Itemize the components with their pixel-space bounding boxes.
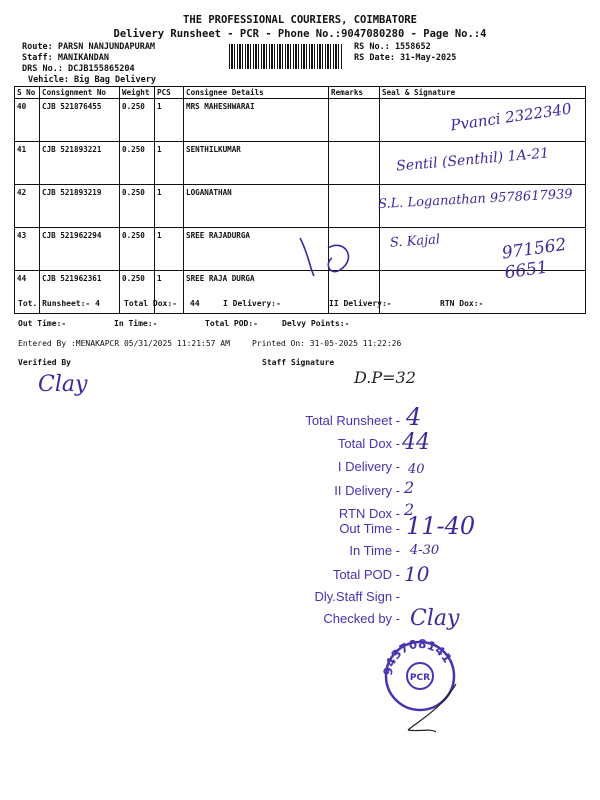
printed-on: Printed On: 31-05-2025 11:22:26 [252,339,402,348]
stamp-total-runsheet: Total Runsheet - [305,413,400,428]
cell-pcs: 1 [155,185,184,228]
total-dox-value: 44 [190,299,200,308]
stamp-ii-delivery: II Delivery - [334,483,400,498]
cell-weight: 0.250 [120,99,155,142]
cell-pcs: 1 [155,142,184,185]
staff-signature: Staff Signature [262,358,335,367]
val-rtn-dox: 2 [404,500,415,519]
total-pod: Total POD:- [205,319,258,328]
cell-remarks [329,142,380,185]
barcode [229,44,343,69]
cell-weight: 0.250 [120,228,155,271]
cell-consignment: CJB 521962361 [40,271,120,314]
i-delivery: I Delivery:- [223,299,281,308]
cell-consignee: SREE RAJADURGA [184,228,329,271]
cell-weight: 0.250 [120,271,155,314]
cell-consignee: SREE RAJA DURGA [184,271,329,314]
staff: Staff: MANIKANDAN [22,53,109,63]
entered-by: Entered By :MENAKAPCR 05/31/2025 11:21:57 AM [18,339,230,348]
col-pcs: PCS [155,87,184,99]
stamp-rtn-dox: RTN Dox - [338,506,400,521]
col-sno: S No [15,87,40,99]
stamp-checked-by: Checked by - [323,611,400,626]
cell-pcs: 1 [155,228,184,271]
handwriting-row43: S. Kajal [389,232,441,251]
seal-signature [400,680,460,735]
val-total-pod: 10 [404,562,430,586]
verified-by: Verified By [18,358,71,367]
cell-sno: 44 [15,271,40,314]
val-in-time: 4-30 [410,543,440,558]
table-header-row [15,87,586,99]
cell-consignee: SENTHILKUMAR [184,142,329,185]
drs-number: DRS No.: DCJB155865204 [22,64,135,74]
val-i-delivery: 40 [408,462,425,477]
out-time: Out Time:- [18,319,67,328]
verified-signature: Clay [38,372,88,397]
total-dox-label: Total Dox:- [124,299,177,308]
rs-number: RS No.: 1558652 [354,42,431,52]
val-ii-delivery: 2 [404,478,415,497]
delvy-points: Delvy Points:- [282,319,350,328]
cell-consignee: MRS MAHESHWARAI [184,99,329,142]
val-total-dox: 44 [402,430,430,455]
ii-delivery: II Delivery:- [329,299,392,308]
dp-note: D.P=32 [354,368,416,387]
col-remarks: Remarks [329,87,380,99]
company-title: THE PROFESSIONAL COURIERS, COIMBATORE [183,14,417,26]
stamp-staff-sign: Dly.Staff Sign - [314,589,400,604]
col-seal: Seal & Signature [380,87,586,99]
stamp-in-time: In Time - [349,543,400,558]
handwriting-row42: S.L. Loganathan 9578617939 [377,186,573,213]
route: Route: PARSN NANJUNDAPURAM [22,42,156,52]
vehicle: Vehicle: Big Bag Delivery [28,75,156,85]
val-out-time: 11-40 [406,512,476,540]
handwriting-row40: Pvanci 2322340 [449,99,573,135]
col-weight: Weight [120,87,155,99]
cell-consignment: CJB 521893221 [40,142,120,185]
cell-sno: 40 [15,99,40,142]
stamp-total-dox: Total Dox - [337,436,400,451]
stamp-total-pod: Total POD - [332,567,400,582]
col-consignee: Consignee Details [184,87,329,99]
rs-date: RS Date: 31-May-2025 [354,53,457,63]
stamp-i-delivery: I Delivery - [337,459,400,474]
runsheet-subtitle: Delivery Runsheet - PCR - Phone No.:9047080280 - Page No.:4 [113,28,487,40]
handwriting-row41: Sentil (Senthil) 1A-21 [395,145,550,175]
svg-text:943708141: 943708141 [380,636,455,677]
cell-pcs: 1 [155,99,184,142]
handwriting-row44: 971562 6651 [500,234,568,284]
cell-pcs: 1 [155,271,184,314]
val-total-runsheet: 4 [406,403,422,431]
val-checked-by: Clay [410,606,460,631]
cell-weight: 0.250 [120,185,155,228]
in-time: In Time:- [114,319,158,328]
cell-sno: 42 [15,185,40,228]
cell-sno: 41 [15,142,40,185]
stamp-out-time: Out Time - [339,521,400,536]
cell-consignment: CJB 521962294 [40,228,120,271]
cell-remarks [329,99,380,142]
svg-text:PCR: PCR [409,673,431,683]
cell-consignee: LOGANATHAN [184,185,329,228]
cell-sno: 43 [15,228,40,271]
cell-consignment: CJB 521893219 [40,185,120,228]
cell-weight: 0.250 [120,142,155,185]
rtn-dox: RTN Dox:- [440,299,484,308]
cell-consignment: CJB 521876455 [40,99,120,142]
remarks-scribble [286,218,366,280]
col-consignment: Consignment No [40,87,120,99]
tot-runsheet: Tot. Runsheet:- 4 [18,299,100,308]
